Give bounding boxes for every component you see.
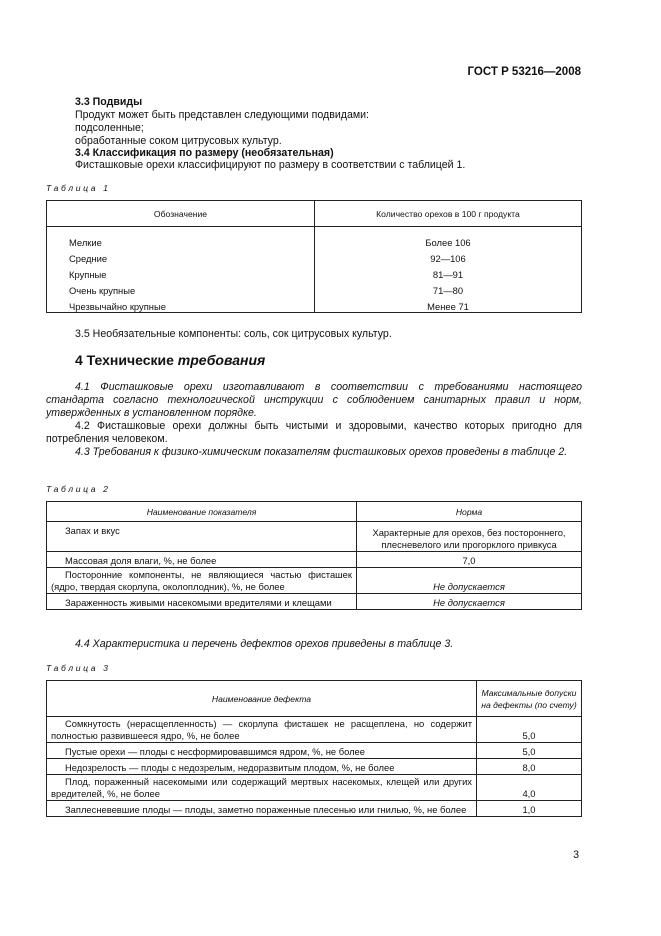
table-cell-value: 71—80 [315,280,582,296]
table-1-caption: Таблица 1 [46,183,111,193]
table-cell-name: Крупные [47,264,315,280]
table-2 [46,501,582,610]
section-3-3-intro: Продукт может быть представлен следующими подвидами: [75,109,369,121]
section-3-3-title: 3.3 Подвиды [75,96,143,108]
table-cell-value: Более 106 [315,227,582,248]
table-header-row [47,201,582,227]
table-row [47,280,582,296]
table-cell-name: Средние [47,248,315,264]
table-cell-value: Не допускается [357,594,582,610]
table-header-cell: Наименование дефекта [47,681,477,717]
table-cell-value: 1,0 [477,801,582,817]
table-header-row [47,502,582,522]
section-4-4-text: 4.4 Характеристика и перечень дефектов орехов приведены в таблице 3. [75,638,454,650]
table-cell-value: 92—106 [315,248,582,264]
section-4-heading [75,352,265,368]
table-cell-value: 81—91 [315,264,582,280]
table-header-cell: Обозначение [47,201,315,227]
table-cell-name: Зараженность живыми насекомыми вредителями и клещами [47,594,357,610]
table-cell-value: 8,0 [477,759,582,775]
table-row [47,552,582,568]
table-cell-value: 5,0 [477,717,582,743]
table-cell-value: Менее 71 [315,296,582,312]
table-1 [46,200,582,313]
table-cell-name: Запах и вкус [47,522,357,552]
table-row [47,568,582,594]
table-cell-name: Сомкнутость (нерасщепленность) — скорлупа фисташек не расщеплена, но содержит полностью развившееся ядро, %, не более [47,717,477,743]
table-row [47,801,582,817]
table-header-cell: Наименование показателя [47,502,357,522]
table-cell-name: Плод, пораженный насекомыми или содержащий мертвых насекомых, клещей или других вредителей, %, не более [47,775,477,801]
section-3-5-text: 3.5 Необязательные компоненты: соль, сок цитрусовых культур. [75,328,392,340]
table-header-cell: Норма [357,502,582,522]
page-number: 3 [573,849,579,861]
section-3-4-text: Фисташковые орехи классифицируют по размеру в соответствии с таблицей 1. [75,159,466,171]
table-cell-name: Пустые орехи — плоды с несформировавшимся ядром, %, не более [47,743,477,759]
section-4-title: требования [177,352,266,368]
table-cell-name: Посторонние компоненты, не являющиеся частью фисташек (ядро, твердая скорлупа, околоплодник), %, не более [47,568,357,594]
table-cell-name: Массовая доля влаги, %, не более [47,552,357,568]
table-2-caption: Таблица 2 [46,484,111,494]
table-3 [46,680,582,817]
table-row [47,717,582,743]
table-cell-name: Чрезвычайно крупные [47,296,315,312]
table-cell-value: Характерные для орехов, без постороннего, плесневелого или прогорклого привкуса [357,522,582,552]
table-row [47,775,582,801]
table-cell-name: Очень крупные [47,280,315,296]
table-row [47,759,582,775]
table-header-cell: Количество орехов в 100 г продукта [315,201,582,227]
table-cell-value: 5,0 [477,743,582,759]
table-row [47,248,582,264]
table-row [47,522,582,552]
table-cell-name: Заплесневевшие плоды — плоды, заметно пораженные плесенью или гнилью, %, не более [47,801,477,817]
section-3-3-item-2: обработанные соком цитрусовых культур. [75,135,282,147]
table-cell-name: Мелкие [47,227,315,248]
table-row [47,594,582,610]
section-4-3-text: 4.3 Требования к физико-химическим показателям фисташковых орехов проведены в таблице 2. [75,446,568,458]
table-header-cell: Максимальные допуски на дефекты (по счету) [477,681,582,717]
section-4-1-text: 4.1 Фисташковые орехи изготавливают в соответствии с требованиями настоящего стандарта согласно технологической инструкции с соблюдением санитарных правил и норм, утвержденных в установленном порядке. [46,381,582,419]
section-3-3-item-1: подсоленные; [75,122,144,134]
section-4-2-text: 4.2 Фисташковые орехи должны быть чистыми и здоровыми, качество которых пригодно для потребления человеком. [46,420,582,445]
section-4-number: 4 Технические [75,352,178,368]
table-cell-value: 4,0 [477,775,582,801]
standard-number: ГОСТ Р 53216—2008 [467,66,581,78]
table-row [47,296,582,312]
section-3-4-title: 3.4 Классификация по размеру (необязательная) [75,147,334,159]
table-cell-value: Не допускается [357,568,582,594]
table-row [47,227,582,248]
table-cell-value: 7,0 [357,552,582,568]
table-3-caption: Таблица 3 [46,663,111,673]
table-row [47,743,582,759]
table-cell-name: Недозрелость — плоды с недозрелым, недоразвитым плодом, %, не более [47,759,477,775]
table-row [47,264,582,280]
table-header-row [47,681,582,717]
